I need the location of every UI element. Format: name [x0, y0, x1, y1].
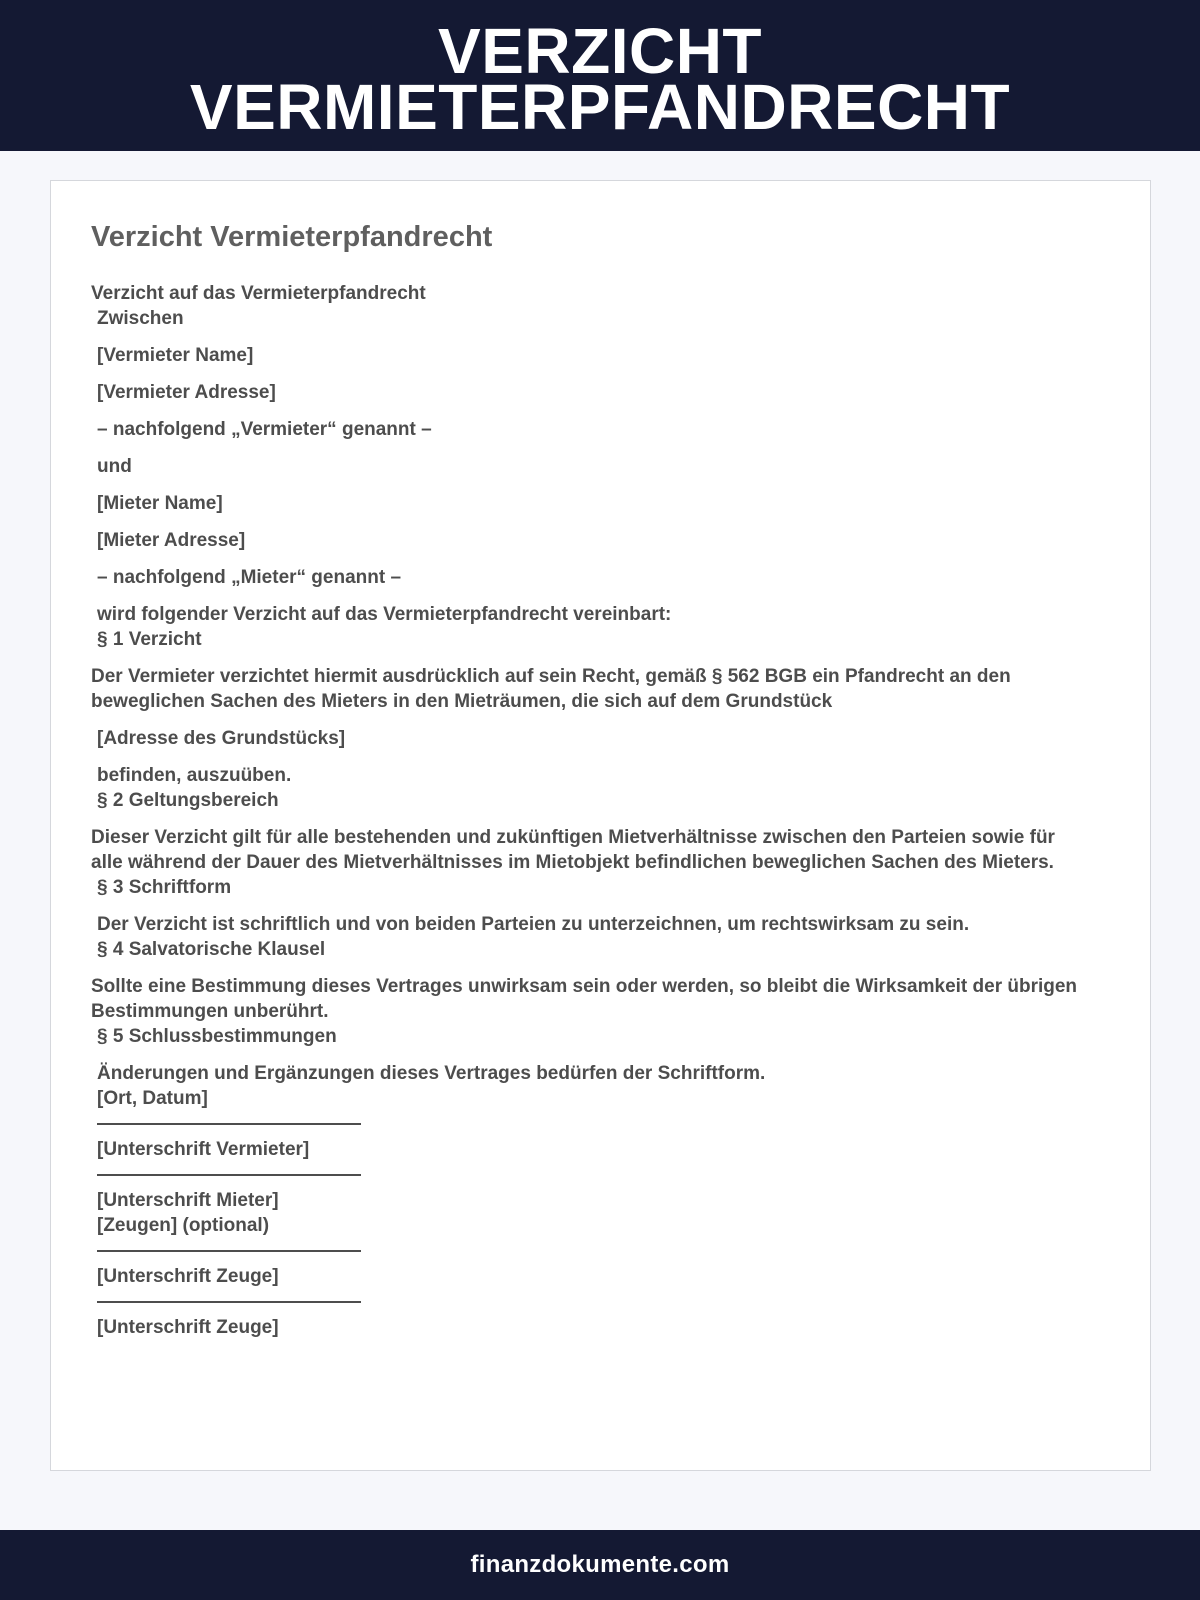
section-4-text: Sollte eine Bestimmung dieses Vertrages unwirksam sein oder werden, so bleibt die Wirksamkeit der übrigen Bestimmungen unberührt. — [91, 976, 1078, 1022]
document-card — [50, 180, 1151, 1471]
page-footer — [0, 1530, 1200, 1600]
header-title-line-1: VERZICHT — [438, 14, 762, 87]
signature-line-witness-1 — [97, 1250, 361, 1252]
document-title: Verzicht Vermieterpfandrecht — [91, 221, 493, 253]
page-header — [0, 0, 1200, 151]
signature-line-landlord — [97, 1123, 361, 1125]
signature-line-witness-2 — [97, 1301, 361, 1303]
landlord-signature-label: [Unterschrift Vermieter] — [97, 1139, 310, 1160]
and-text: und — [97, 456, 132, 477]
section-1-text: Der Vermieter verzichtet hiermit ausdrücklich auf sein Recht, gemäß § 562 BGB ein Pfandrecht an den beweglichen Sachen des Mieters in den Mieträumen, die sich auf dem Grundstück — [91, 666, 1011, 712]
section-2-heading: § 2 Geltungsbereich — [97, 790, 279, 811]
section-1-heading: § 1 Verzicht — [97, 629, 202, 650]
section-1-end: befinden, auszuüben. — [97, 765, 292, 786]
section-5-heading: § 5 Schlussbestimmungen — [97, 1026, 337, 1047]
agreement-intro: wird folgender Verzicht auf das Vermieterpfandrecht vereinbart: — [97, 604, 672, 625]
intro-text: Verzicht auf das Vermieterpfandrecht — [91, 283, 426, 304]
section-2-text: Dieser Verzicht gilt für alle bestehenden und zukünftigen Mietverhältnisse zwischen den Parteien sowie für alle während der Dauer des Mietverhältnisses im Mietobjekt befindlichen beweglichen Sachen des Mieters. — [91, 827, 1055, 873]
property-address-placeholder: [Adresse des Grundstücks] — [97, 728, 346, 749]
tenant-signature-label: [Unterschrift Mieter] — [97, 1190, 279, 1211]
section-5-text: Änderungen und Ergänzungen dieses Vertrages bedürfen der Schriftform. — [97, 1063, 766, 1084]
footer-site-name: finanzdokumente.com — [470, 1551, 730, 1578]
landlord-address-placeholder: [Vermieter Adresse] — [97, 382, 276, 403]
signature-line-tenant — [97, 1174, 361, 1176]
section-3-heading: § 3 Schriftform — [97, 877, 232, 898]
landlord-name-placeholder: [Vermieter Name] — [97, 345, 254, 366]
place-date-placeholder: [Ort, Datum] — [97, 1088, 208, 1109]
header-title-line-2: VERMIETERPFANDRECHT — [189, 70, 1011, 143]
witness-2-signature-label: [Unterschrift Zeuge] — [97, 1317, 279, 1338]
tenant-name-placeholder: [Mieter Name] — [97, 493, 223, 514]
section-4-heading: § 4 Salvatorische Klausel — [97, 939, 326, 960]
witnesses-label: [Zeugen] (optional) — [97, 1215, 270, 1236]
between-text: Zwischen — [97, 308, 184, 329]
landlord-designation: – nachfolgend „Vermieter“ genannt – — [97, 419, 432, 440]
witness-1-signature-label: [Unterschrift Zeuge] — [97, 1266, 279, 1287]
tenant-designation: – nachfolgend „Mieter“ genannt – — [97, 567, 402, 588]
tenant-address-placeholder: [Mieter Adresse] — [97, 530, 246, 551]
document-body — [91, 281, 1091, 1340]
section-3-text: Der Verzicht ist schriftlich und von beiden Parteien zu unterzeichnen, um rechtswirksam zu sein. — [97, 914, 970, 935]
